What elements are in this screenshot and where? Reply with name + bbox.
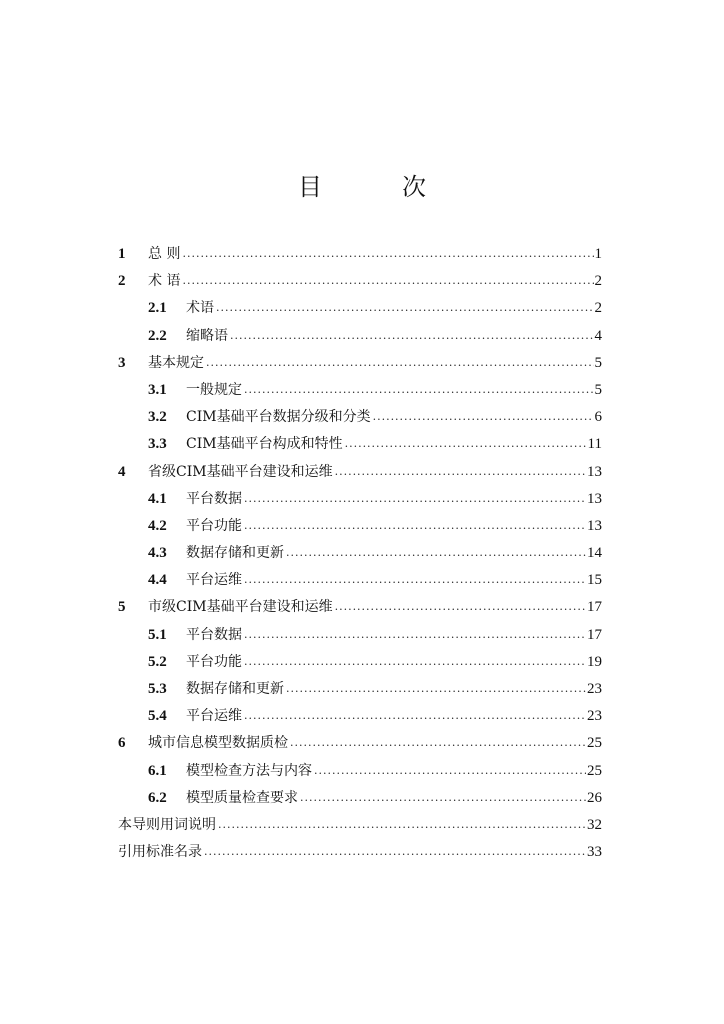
toc-entry-title: 平台数据 <box>186 626 242 643</box>
toc-entry-title: 平台运维 <box>186 572 242 589</box>
toc-entry-page: 23 <box>587 681 602 697</box>
dot-leader <box>345 430 587 457</box>
toc-entry-page: 6 <box>594 409 602 426</box>
toc-entry-page: 14 <box>587 545 602 562</box>
toc-entry-number: 4.1 <box>148 490 167 507</box>
toc-entry-title: 术语 <box>186 300 214 317</box>
toc-entry-number: 6 <box>118 735 126 752</box>
toc-entry-page: 15 <box>587 572 602 589</box>
toc-entry-number: 2.2 <box>148 327 167 344</box>
toc-entry[interactable] <box>118 431 602 458</box>
dot-leader <box>244 485 586 512</box>
toc-entry[interactable] <box>118 295 602 322</box>
toc-entry[interactable] <box>118 513 602 540</box>
toc-entry-number: 2.1 <box>148 300 167 317</box>
toc-entry-title: 缩略语 <box>186 327 228 344</box>
toc-entry[interactable] <box>118 459 602 486</box>
toc-entry-page: 2 <box>594 300 602 317</box>
toc-entry[interactable] <box>118 567 602 594</box>
toc-entry-page: 11 <box>587 436 602 453</box>
dot-leader <box>314 757 586 784</box>
toc-entry-number: 3 <box>118 354 126 371</box>
toc-entry-page: 33 <box>587 844 602 861</box>
dot-leader <box>244 512 586 539</box>
dot-leader <box>335 593 586 620</box>
toc-entry-page: 4 <box>594 327 602 344</box>
dot-leader <box>206 349 594 376</box>
toc-entry-number: 5.3 <box>148 681 167 697</box>
toc-entry-page: 23 <box>587 708 602 725</box>
dot-leader <box>182 267 593 294</box>
toc-entry-number: 4.4 <box>148 572 167 589</box>
toc-entry-title: 平台功能 <box>186 517 242 534</box>
toc-entry-title: 模型检查方法与内容 <box>186 762 312 779</box>
toc-entry-title: 术 语 <box>148 273 181 290</box>
toc-entry[interactable] <box>118 594 602 621</box>
toc-entry-number: 4.3 <box>148 545 167 562</box>
toc-entry[interactable] <box>118 268 602 295</box>
dot-leader <box>182 240 593 267</box>
toc-entry-page: 25 <box>587 735 602 752</box>
toc-entry[interactable] <box>118 486 602 513</box>
toc-entry[interactable] <box>118 758 602 785</box>
toc-entry-title: 数据存储和更新 <box>186 681 284 697</box>
toc-entry-number: 4.2 <box>148 517 167 534</box>
toc-entry-title: 总 则 <box>148 246 181 262</box>
toc-entry-title: 平台功能 <box>186 653 242 670</box>
toc-entry[interactable] <box>118 404 602 431</box>
dot-leader <box>230 322 594 349</box>
dot-leader <box>244 376 594 403</box>
toc-entry-page: 13 <box>587 490 602 507</box>
toc-entry-page: 26 <box>587 789 602 806</box>
dot-leader <box>244 621 586 648</box>
toc-entry-number: 3.2 <box>148 409 167 426</box>
toc-entry-title: 本导则用词说明 <box>118 816 216 833</box>
dot-leader <box>373 403 594 430</box>
dot-leader <box>216 294 594 321</box>
toc-entry-title: CIM基础平台数据分级和分类 <box>186 409 371 426</box>
toc-entry[interactable] <box>118 649 602 676</box>
toc-entry-title: 平台运维 <box>186 708 242 725</box>
dot-leader <box>300 784 586 811</box>
toc-entry[interactable] <box>118 323 602 350</box>
dot-leader <box>244 702 586 729</box>
toc-entry-number: 6.2 <box>148 789 167 806</box>
toc-entry-title: 省级CIM基础平台建设和运维 <box>148 463 333 480</box>
dot-leader <box>244 566 586 593</box>
toc-entry-page: 5 <box>594 381 602 398</box>
toc-entry-title: CIM基础平台构成和特性 <box>186 436 343 453</box>
dot-leader <box>204 838 586 865</box>
toc-entry-page: 17 <box>587 599 602 616</box>
toc-entry[interactable] <box>118 540 602 567</box>
toc-entry-title: 模型质量检查要求 <box>186 789 298 806</box>
toc-entry-title: 引用标准名录 <box>118 844 202 861</box>
toc-entry-page: 19 <box>587 653 602 670</box>
toc-entry-title: 基本规定 <box>148 354 204 371</box>
toc-entry[interactable] <box>118 350 602 377</box>
toc-entry[interactable] <box>118 241 602 268</box>
toc-entry-page: 25 <box>587 762 602 779</box>
toc-entry-page: 2 <box>594 273 602 290</box>
toc-entry[interactable] <box>118 730 602 757</box>
toc-entry[interactable] <box>118 839 602 866</box>
toc-entry-number: 5.2 <box>148 653 167 670</box>
toc-entry-number: 1 <box>118 246 126 262</box>
dot-leader <box>218 811 586 838</box>
toc-entry-page: 13 <box>587 517 602 534</box>
toc-entry-title: 数据存储和更新 <box>186 545 284 562</box>
toc-entry-number: 4 <box>118 463 126 480</box>
toc-entry[interactable] <box>118 785 602 812</box>
toc-entry-page: 32 <box>587 816 602 833</box>
toc-entry-number: 5.4 <box>148 708 167 725</box>
toc-entry-page: 17 <box>587 626 602 643</box>
toc-entry-number: 3.3 <box>148 436 167 453</box>
page-title: 目 次 <box>298 173 454 201</box>
toc-entry-number: 3.1 <box>148 381 167 398</box>
dot-leader <box>290 729 586 756</box>
toc-entry-number: 6.1 <box>148 762 167 779</box>
toc-entry[interactable] <box>118 812 602 839</box>
dot-leader <box>286 539 586 566</box>
toc-entry[interactable] <box>118 703 602 730</box>
toc-entry-number: 5 <box>118 599 126 616</box>
toc-entry[interactable] <box>118 377 602 404</box>
dot-leader <box>244 648 586 675</box>
toc-entry-page: 5 <box>594 354 602 371</box>
dot-leader <box>286 675 586 702</box>
toc-entry[interactable] <box>118 676 602 703</box>
toc-entry-title: 市级CIM基础平台建设和运维 <box>148 599 333 616</box>
toc-entry-number: 5.1 <box>148 626 167 643</box>
toc-entry-title: 平台数据 <box>186 490 242 507</box>
dot-leader <box>335 458 586 485</box>
toc-entry-page: 13 <box>587 463 602 480</box>
toc-entry-title: 一般规定 <box>186 381 242 398</box>
toc-entry-number: 2 <box>118 273 126 290</box>
toc-entry[interactable] <box>118 622 602 649</box>
toc-entry-page: 1 <box>594 246 602 262</box>
table-of-contents <box>118 241 602 866</box>
toc-entry-title: 城市信息模型数据质检 <box>148 735 288 752</box>
